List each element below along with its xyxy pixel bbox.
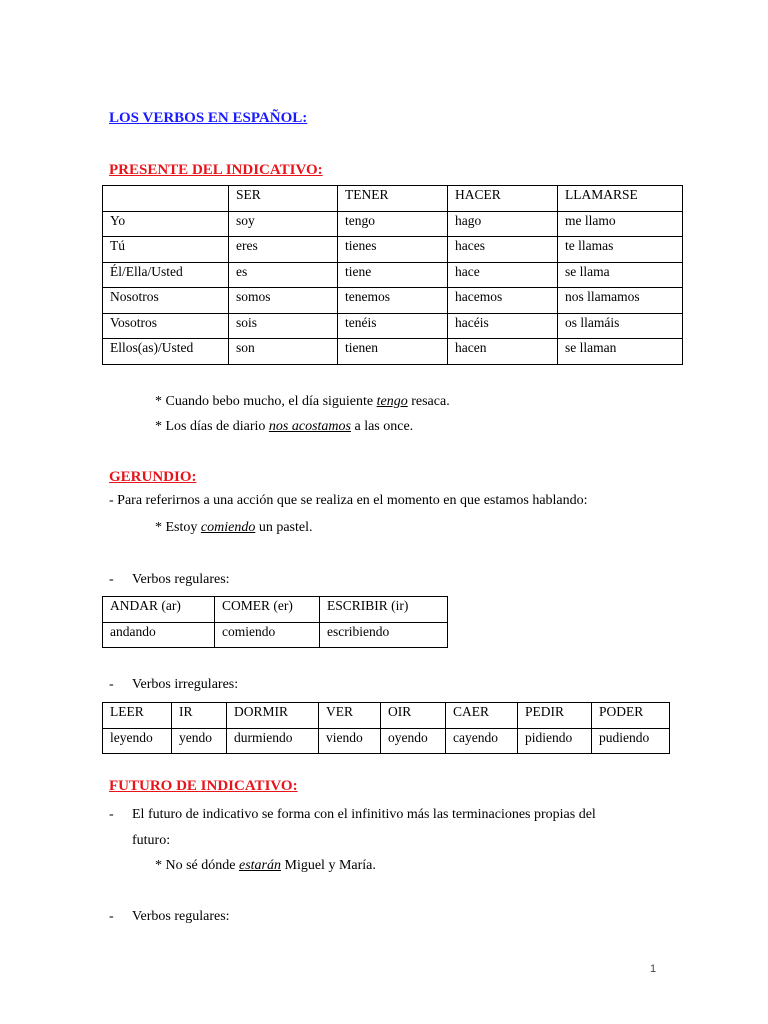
table-cell: hacemos xyxy=(448,288,558,314)
table-cell: se llama xyxy=(558,262,683,288)
example-text: resaca. xyxy=(407,394,450,409)
table-row xyxy=(103,339,683,365)
table-cell: tienen xyxy=(338,339,448,365)
table-cell: hacen xyxy=(448,339,558,365)
table-row xyxy=(103,288,683,314)
table-cell: son xyxy=(229,339,338,365)
table-row xyxy=(103,622,448,648)
presente-table xyxy=(102,185,683,365)
table-cell: sois xyxy=(229,313,338,339)
bullet-dash: - xyxy=(109,909,114,924)
table-cell: hago xyxy=(448,211,558,237)
example-text: a las once. xyxy=(350,419,414,434)
table-cell: HACER xyxy=(448,186,558,212)
table-cell: Ellos(as)/Usted xyxy=(103,339,229,365)
table-cell: se llaman xyxy=(558,339,683,365)
table-row xyxy=(103,237,683,263)
table-cell: pidiendo xyxy=(518,728,592,754)
example-text: * Estoy xyxy=(155,520,201,535)
table-cell: DORMIR xyxy=(227,703,319,729)
table-cell: os llamáis xyxy=(558,313,683,339)
table-cell: nos llamamos xyxy=(558,288,683,314)
gerundio-irregulares-label: Verbos irregulares: xyxy=(132,677,239,692)
presente-example-2 xyxy=(155,418,413,436)
gerundio-irregulares-table xyxy=(102,702,670,754)
table-cell: Nosotros xyxy=(103,288,229,314)
table-cell: COMER (er) xyxy=(215,597,320,623)
presente-example-1 xyxy=(155,393,450,411)
table-cell: andando xyxy=(103,622,215,648)
table-cell: pudiendo xyxy=(592,728,670,754)
table-cell: Él/Ella/Usted xyxy=(103,262,229,288)
example-text: * No sé dónde xyxy=(155,858,239,873)
table-cell: yendo xyxy=(172,728,227,754)
table-cell: Yo xyxy=(103,211,229,237)
futuro-heading: FUTURO DE INDICATIVO: xyxy=(109,778,298,794)
table-cell: es xyxy=(229,262,338,288)
table-row xyxy=(103,262,683,288)
table-cell: comiendo xyxy=(215,622,320,648)
table-cell: OIR xyxy=(381,703,446,729)
table-header-row xyxy=(103,597,448,623)
table-cell: tengo xyxy=(338,211,448,237)
table-header-row xyxy=(103,703,670,729)
table-cell: tenemos xyxy=(338,288,448,314)
gerundio-example xyxy=(155,519,312,537)
table-cell: PEDIR xyxy=(518,703,592,729)
example-text: * Cuando bebo mucho, el día siguiente xyxy=(155,394,377,409)
table-cell: te llamas xyxy=(558,237,683,263)
table-cell: ANDAR (ar) xyxy=(103,597,215,623)
example-verb: tengo xyxy=(376,394,408,409)
table-cell: soy xyxy=(229,211,338,237)
example-verb: comiendo xyxy=(200,520,256,535)
table-cell: somos xyxy=(229,288,338,314)
table-cell: LEER xyxy=(103,703,172,729)
table-cell: Tú xyxy=(103,237,229,263)
table-row xyxy=(103,313,683,339)
table-cell: haces xyxy=(448,237,558,263)
example-text: Miguel y María. xyxy=(281,858,376,873)
table-cell: ESCRIBIR (ir) xyxy=(320,597,448,623)
table-cell: LLAMARSE xyxy=(558,186,683,212)
example-verb: estarán xyxy=(239,858,281,873)
futuro-regulares-label: Verbos regulares: xyxy=(132,909,230,924)
futuro-description-cont: futuro: xyxy=(132,833,171,848)
table-cell: CAER xyxy=(446,703,518,729)
example-text: un pastel. xyxy=(255,520,313,535)
bullet-dash: - xyxy=(109,572,114,587)
table-cell xyxy=(103,186,229,212)
table-row xyxy=(103,211,683,237)
table-cell: VER xyxy=(319,703,381,729)
table-cell: oyendo xyxy=(381,728,446,754)
table-cell: Vosotros xyxy=(103,313,229,339)
table-cell: TENER xyxy=(338,186,448,212)
futuro-description: El futuro de indicativo se forma con el infinitivo más las terminaciones propias del xyxy=(132,807,596,822)
table-cell: escribiendo xyxy=(320,622,448,648)
bullet-dash: - xyxy=(109,677,114,692)
gerundio-regulares-label: Verbos regulares: xyxy=(132,572,230,587)
table-cell: viendo xyxy=(319,728,381,754)
table-row xyxy=(103,728,670,754)
table-cell: me llamo xyxy=(558,211,683,237)
table-cell: hacéis xyxy=(448,313,558,339)
example-text: * Los días de diario xyxy=(155,419,269,434)
table-header-row xyxy=(103,186,683,212)
gerundio-description: - Para referirnos a una acción que se realiza en el momento en que estamos hablando: xyxy=(109,493,588,508)
gerundio-heading: GERUNDIO: xyxy=(109,469,197,485)
table-cell: tienes xyxy=(338,237,448,263)
table-cell: eres xyxy=(229,237,338,263)
table-cell: hace xyxy=(448,262,558,288)
table-cell: IR xyxy=(172,703,227,729)
table-cell: tenéis xyxy=(338,313,448,339)
gerundio-regulares-table xyxy=(102,596,448,648)
table-cell: SER xyxy=(229,186,338,212)
document-title: LOS VERBOS EN ESPAÑOL: xyxy=(109,110,308,126)
table-cell: leyendo xyxy=(103,728,172,754)
example-verb: nos acostamos xyxy=(268,419,351,434)
bullet-dash: - xyxy=(109,807,114,822)
table-cell: PODER xyxy=(592,703,670,729)
table-cell: tiene xyxy=(338,262,448,288)
presente-heading: PRESENTE DEL INDICATIVO: xyxy=(109,162,323,178)
table-cell: cayendo xyxy=(446,728,518,754)
futuro-example xyxy=(155,857,376,875)
page-number: 1 xyxy=(650,963,657,975)
table-cell: durmiendo xyxy=(227,728,319,754)
